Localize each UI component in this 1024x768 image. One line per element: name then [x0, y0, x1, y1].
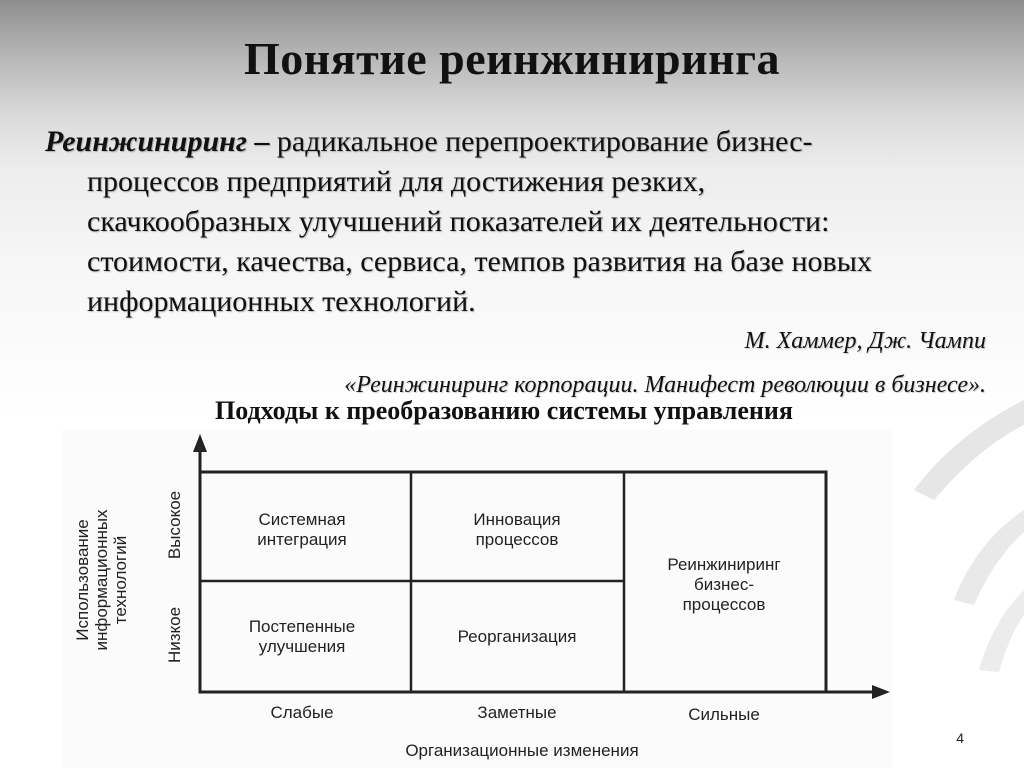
cell-reengineering-l2: бизнес-	[693, 575, 755, 594]
cell-reengineering-l1: Реинжиниринг	[667, 555, 781, 574]
y-axis-arrow	[193, 434, 207, 452]
y-axis-label-line2: информационных	[92, 509, 111, 651]
definition-line-4: стоимости, качества, сервиса, темпов развития на базе новых	[87, 245, 872, 278]
diagram-subtitle: Подходы к преобразованию системы управления	[215, 396, 793, 425]
decorative-swoosh	[874, 360, 1024, 690]
definition-line-1	[45, 122, 995, 162]
definition-dash: –	[254, 125, 270, 158]
x-axis-arrow	[872, 685, 890, 699]
citation-author: М. Хаммер, Дж. Чампи	[744, 328, 986, 354]
cell-system-integration-l2: интеграция	[257, 530, 347, 549]
x-axis-label: Организационные изменения	[405, 741, 639, 760]
y-tick-low: Низкое	[165, 606, 184, 664]
cell-system-integration-l1: Системная	[258, 510, 346, 529]
x-tick-weak: Слабые	[270, 703, 334, 722]
definition-line-5: информационных технологий.	[87, 285, 476, 318]
page-number: 4	[956, 730, 964, 746]
cell-process-innovation-l2: процессов	[475, 530, 559, 549]
citation-book: «Реинжиниринг корпорации. Манифест революции в бизнесе».	[344, 372, 986, 398]
x-tick-strong: Сильные	[688, 705, 760, 724]
y-axis-label-line3: технологий	[111, 535, 130, 625]
slide-title: Понятие реинжиниринга	[243, 33, 781, 84]
definition-line-3: скачкообразных улучшений показателей их деятельности:	[87, 205, 830, 238]
y-tick-high: Высокое	[165, 490, 184, 560]
definition-term: Реинжиниринг	[45, 125, 247, 158]
definition-line-2: процессов предприятий для достижения резких,	[87, 165, 706, 198]
cell-reengineering-l3: процессов	[682, 595, 766, 614]
definition-paragraph	[45, 122, 995, 322]
cell-reorganization: Реорганизация	[457, 627, 577, 646]
definition-text-1: радикальное перепроектирование бизнес-	[276, 125, 813, 158]
cell-gradual-l1: Постепенные	[248, 617, 356, 636]
cell-process-innovation-l1: Инновация	[473, 510, 561, 529]
y-axis-label-line1: Использование	[73, 519, 92, 641]
reengineering-matrix-diagram	[62, 430, 892, 768]
cell-gradual-l2: улучшения	[258, 637, 346, 656]
x-tick-notable: Заметные	[477, 703, 557, 722]
